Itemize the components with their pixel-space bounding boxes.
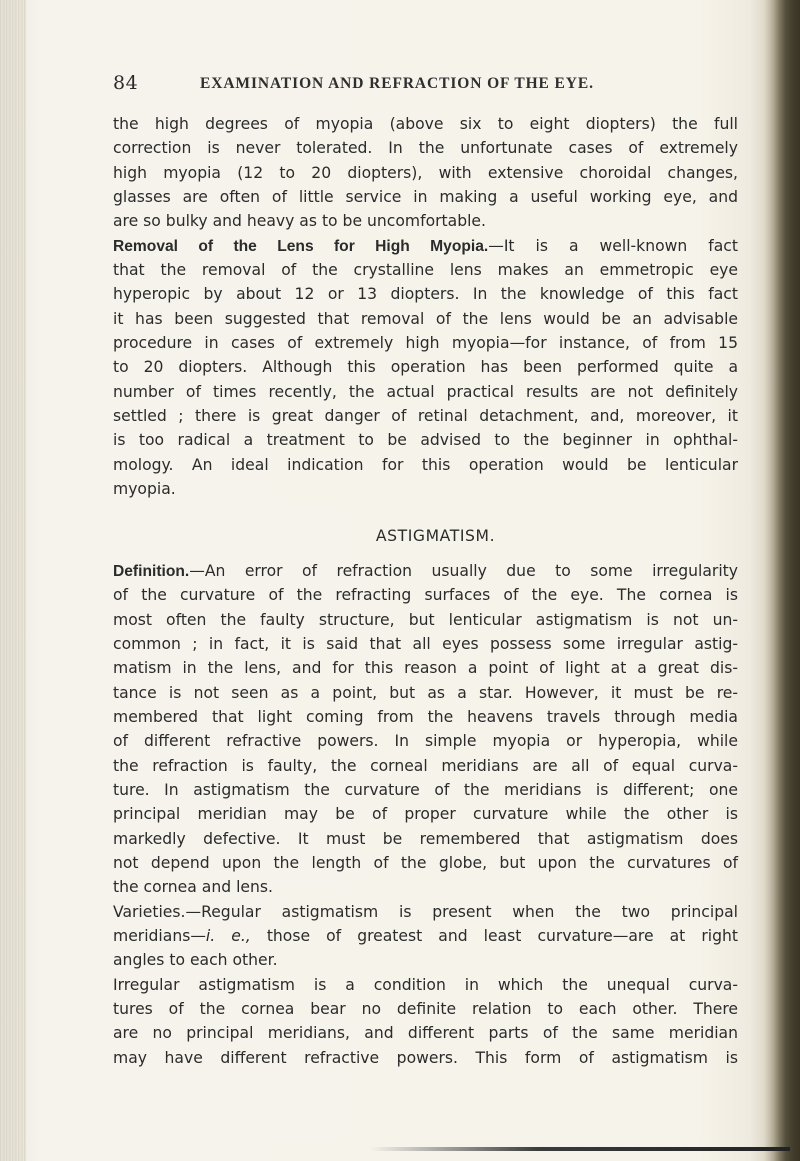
text-line: are no principal meridians, and different parts of the same meridian [113, 1024, 738, 1043]
text-line: the refraction is faulty, the corneal meridians are all of equal curva- [113, 756, 738, 775]
running-title: EXAMINATION AND REFRACTION OF THE EYE. [200, 75, 594, 92]
text-line: may have different refractive powers. This form of astigmatism is [113, 1048, 738, 1067]
text-line: ture. In astigmatism the curvature of the meridians is different; one [113, 780, 738, 799]
text-line: of the curvature of the refracting surfaces of the eye. The cornea is [113, 586, 738, 605]
text-line: the cornea and lens. [113, 878, 273, 897]
text-fragment: —Regular astigmatism is present when the two principal [185, 902, 738, 921]
text-line [113, 924, 738, 948]
text-line: the high degrees of myopia (above six to eight diopters) the full [113, 115, 738, 133]
text-line: membered that light coming from the heavens travels through media [113, 707, 738, 726]
subhead-lens-removal: Removal of the Lens for High Myopia. [113, 237, 489, 255]
text-line: mology. An ideal indication for this operation would be lenticular [113, 455, 738, 474]
text-fragment-italic: i. e., [205, 927, 251, 945]
body-text [113, 112, 738, 1070]
text-line: to 20 diopters. Although this operation has been performed quite a [113, 358, 738, 377]
text-line: is too radical a treatment to be advised to the beginner in ophthal- [113, 431, 738, 450]
paragraph-myopia-correction [113, 112, 738, 234]
text-line: it has been suggested that removal of the lens would be an advisable [113, 309, 738, 328]
paragraph-varieties [113, 900, 738, 973]
text-line [113, 559, 738, 583]
text-line: tance is not seen as a point, but as a star. However, it must be re- [113, 683, 738, 702]
subhead-definition: Definition. [113, 562, 190, 580]
text-line [113, 234, 738, 258]
text-line: that the removal of the crystalline lens makes an emmetropic eye [113, 261, 738, 280]
text-line: myopia. [113, 480, 176, 499]
text-line: correction is never tolerated. In the unfortunate cases of extremely [113, 139, 738, 158]
text-line: glasses are often of little service in making a useful working eye, and [113, 188, 738, 207]
paragraph-definition [113, 559, 738, 900]
text-line: number of times recently, the actual practical results are not definitely [113, 382, 738, 401]
running-head [113, 72, 743, 96]
text-fragment: those of greatest and least curvature—are at right [250, 927, 738, 945]
text-line: hyperopic by about 12 or 13 diopters. In the knowledge of this fact [113, 285, 738, 304]
text-line: markedly defective. It must be remembered that astigmatism does [113, 829, 738, 848]
text-line: not depend upon the length of the globe, but upon the curvatures of [113, 853, 738, 872]
text-line: common ; in fact, it is said that all eyes possess some irregular astig- [113, 634, 738, 653]
text-line: angles to each other. [113, 951, 278, 970]
text-line: are so bulky and heavy as to be uncomfortable. [113, 212, 486, 231]
text-line [113, 900, 738, 924]
right-binding-edge [764, 0, 800, 1161]
bottom-edge-shadow [370, 1147, 790, 1151]
paragraph-irregular [113, 973, 738, 1070]
text-line: principal meridian may be of proper curvature while the other is [113, 805, 738, 824]
text-line: most often the faulty structure, but lenticular astigmatism is not un- [113, 610, 738, 629]
page-number: 84 [113, 72, 139, 94]
section-heading-astigmatism: ASTIGMATISM. [375, 526, 496, 545]
left-binding-edge [0, 0, 26, 1161]
text-line: Irregular astigmatism is a condition in which the unequal curva- [113, 975, 738, 994]
subhead-varieties: Varieties. [113, 902, 186, 921]
text-line: matism in the lens, and for this reason a point of light at a great dis- [113, 659, 738, 678]
text-line: high myopia (12 to 20 diopters), with extensive choroidal changes, [113, 163, 738, 182]
text-line: procedure in cases of extremely high myopia—for instance, of from 15 [113, 334, 738, 353]
text-line: of different refractive powers. In simple myopia or hyperopia, while [113, 732, 738, 751]
text-fragment: —It is a well-known fact [488, 236, 738, 255]
paragraph-lens-removal [113, 234, 738, 502]
text-line: settled ; there is great danger of retinal detachment, and, moreover, it [113, 407, 738, 426]
text-fragment: meridians— [113, 927, 206, 945]
text-line: tures of the cornea bear no definite relation to each other. There [113, 1000, 738, 1019]
text-fragment: —An error of refraction usually due to some irregularity [189, 561, 738, 580]
